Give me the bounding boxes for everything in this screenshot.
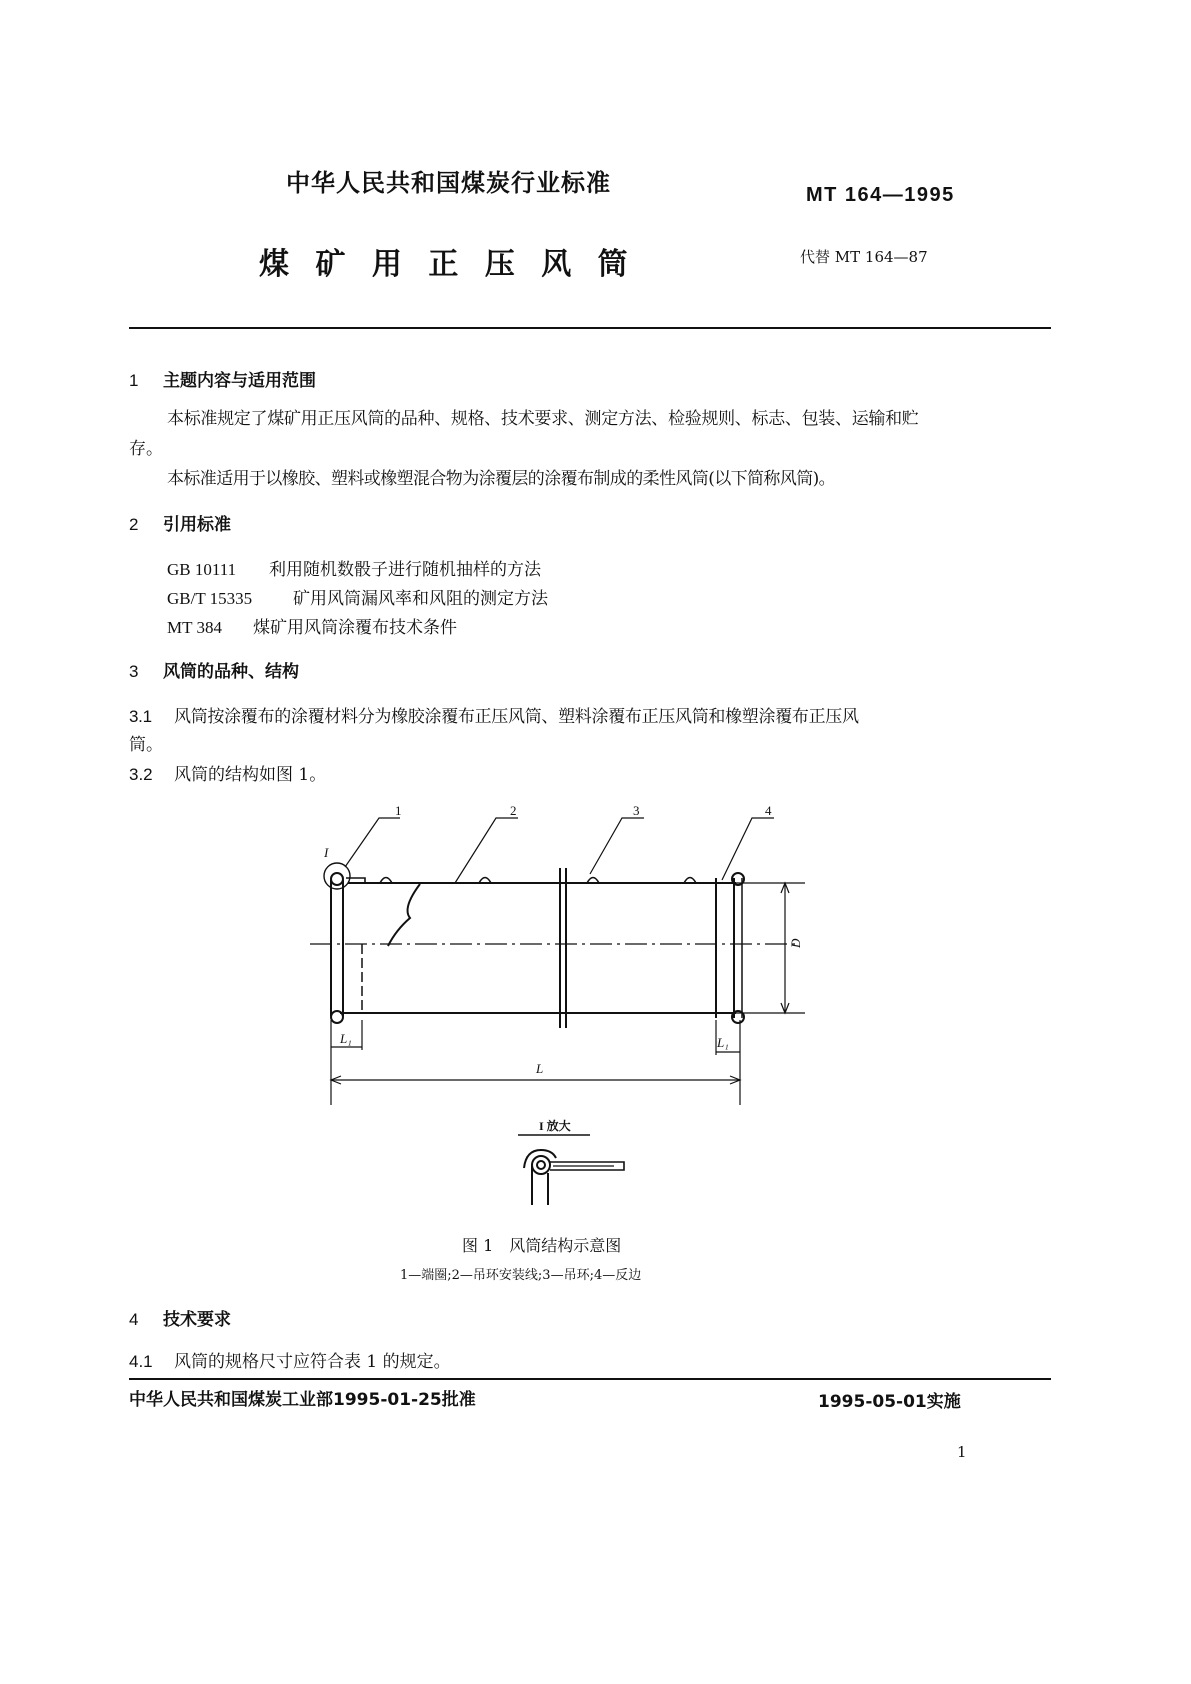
- callout-4: 4: [765, 803, 772, 818]
- clause-text: 风筒的结构如图 1。: [174, 765, 327, 785]
- header-rule: [129, 327, 1051, 329]
- reference-code: GB 10111: [167, 560, 237, 579]
- section-3-heading: [129, 657, 299, 682]
- section-1-para-1-line-2: 存。: [129, 439, 163, 459]
- reference-title: 利用随机数骰子进行随机抽样的方法: [269, 560, 541, 580]
- section-title: 技术要求: [163, 1310, 231, 1330]
- section-1-para-2: 本标准适用于以橡胶、塑料或橡塑混合物为涂覆层的涂覆布制成的柔性风筒(以下简称风筒)。: [167, 469, 836, 489]
- section-number: 2: [129, 515, 139, 534]
- dimension-l1-right-label: L₁: [717, 1035, 729, 1050]
- reference-item: [167, 584, 548, 609]
- approval-line: 中华人民共和国煤炭工业部1995-01-25批准: [129, 1390, 476, 1410]
- standard-number: MT 164—1995: [806, 184, 955, 206]
- clause-3-1-line-2: 筒。: [129, 735, 163, 755]
- section-1-heading: [129, 366, 316, 391]
- reference-item: [167, 555, 541, 580]
- callout-1: 1: [395, 803, 402, 818]
- dimension-d-label: D: [788, 938, 803, 948]
- page-number: 1: [957, 1443, 967, 1461]
- clause-3-1-line-1: [129, 701, 859, 733]
- figure-legend: 1—端圈;2—吊环安装线;3—吊环;4—反边: [400, 1268, 642, 1283]
- figure-caption: 图 1 风筒结构示意图: [462, 1236, 622, 1255]
- section-4-heading: [129, 1305, 231, 1330]
- org-title: 中华人民共和国煤炭行业标准: [286, 169, 611, 197]
- section-title: 引用标准: [163, 515, 231, 535]
- clause-text: 风筒按涂覆布的涂覆材料分为橡胶涂覆布正压风筒、塑料涂覆布正压风筒和橡塑涂覆布正压风: [174, 707, 859, 727]
- footer-rule: [129, 1378, 1051, 1380]
- detail-marker: I: [324, 845, 329, 860]
- clause-number: 4.1: [129, 1352, 153, 1371]
- callout-3: 3: [633, 803, 640, 818]
- detail-title: I 放大: [539, 1119, 571, 1133]
- callout-2: 2: [510, 803, 517, 818]
- reference-code: MT 384: [167, 618, 222, 637]
- section-number: 3: [129, 662, 139, 681]
- clause-number: 3.2: [129, 765, 153, 784]
- supersedes-note: 代替 MT 164—87: [800, 248, 928, 266]
- section-title: 风筒的品种、结构: [163, 662, 299, 682]
- clause-3-2: [129, 759, 326, 791]
- clause-4-1: [129, 1346, 451, 1378]
- dimension-l1-left-label: L₁: [340, 1031, 352, 1046]
- document-title: 煤 矿 用 正 压 风 筒: [259, 247, 636, 282]
- clause-text: 风筒的规格尺寸应符合表 1 的规定。: [174, 1352, 451, 1372]
- reference-item: [167, 613, 457, 638]
- section-1-para-1-line-1: 本标准规定了煤矿用正压风筒的品种、规格、技术要求、测定方法、检验规则、标志、包装、运输和贮: [167, 409, 919, 429]
- duct-structure-diagram: [300, 800, 820, 1220]
- section-number: 1: [129, 371, 139, 390]
- section-number: 4: [129, 1310, 139, 1329]
- dimension-l-label: L: [536, 1061, 544, 1076]
- clause-number: 3.1: [129, 707, 152, 726]
- section-2-heading: [129, 510, 231, 535]
- reference-title: 矿用风筒漏风率和风阻的测定方法: [293, 589, 548, 609]
- section-title: 主题内容与适用范围: [163, 371, 316, 391]
- reference-title: 煤矿用风筒涂覆布技术条件: [253, 618, 457, 638]
- effective-date: 1995-05-01实施: [818, 1392, 961, 1412]
- reference-code: GB/T 15335: [167, 589, 253, 608]
